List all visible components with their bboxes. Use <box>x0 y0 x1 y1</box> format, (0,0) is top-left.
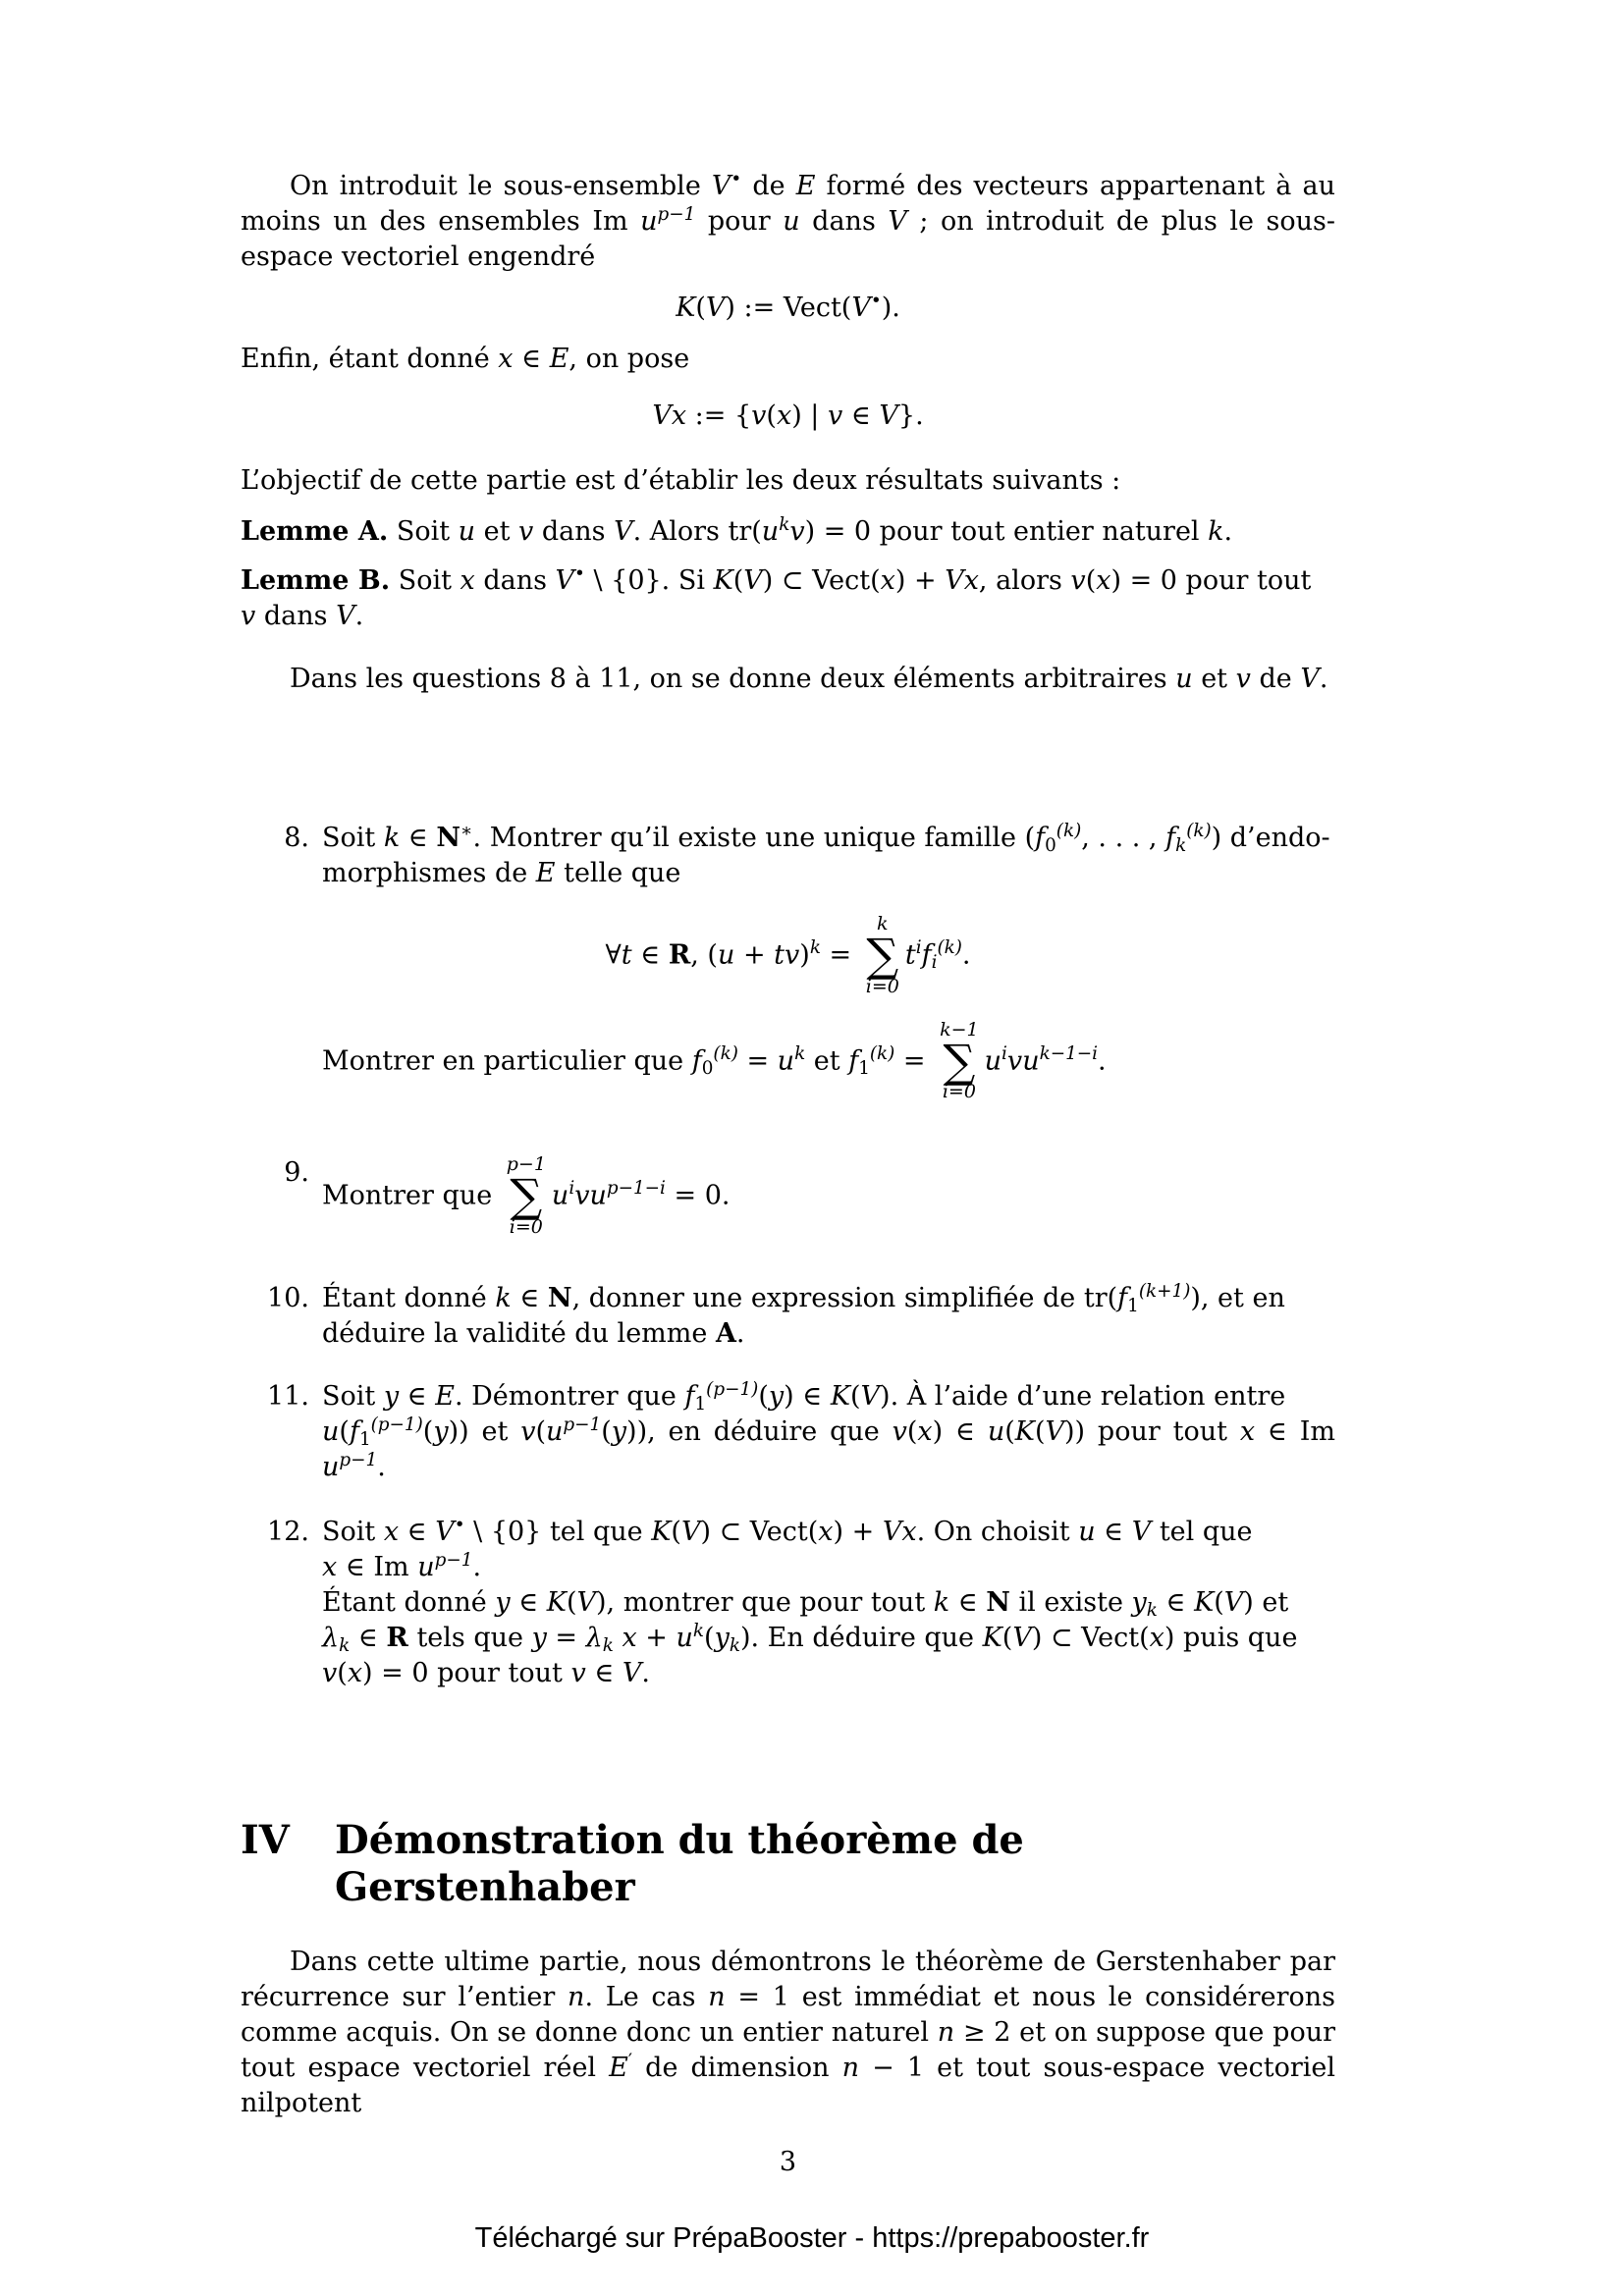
questions-intro-paragraph: Dans les questions 8 à 11, on se donne deux éléments arbitraires u et v de V. <box>290 664 1328 694</box>
summation-symbol: k−1 ∑ i=0 <box>940 1018 979 1103</box>
section-number: IV <box>241 1816 290 1863</box>
question-list <box>241 821 1335 1691</box>
summation-symbol: p−1 ∑ i=0 <box>506 1153 546 1238</box>
section-heading <box>241 1817 1335 1911</box>
definition-equation-kv: K(V) := Vect(V•). <box>676 290 900 323</box>
question-8-display-equation: ∀t ∈ R, (u + tv)$^k$ = k ∑ i=0 $t^ifi^{(k)}$. <box>605 913 971 997</box>
question-body <box>322 1281 1335 1352</box>
intro-paragraph: On introduit le sous-ensemble V• de E formé des vecteurs appartenant à au moins un des ensembles Im $u^{p-1}$ pour u dans V ; on introduit de plus le sous-espace vectoriel engendré <box>241 168 1335 272</box>
question-item-12 <box>241 1515 1335 1691</box>
definition-equation-vx: Vx := {v(x) | v ∈ V}. <box>652 400 924 431</box>
question-number: 12. <box>267 1516 309 1547</box>
question-number: 8. <box>284 823 309 853</box>
question-item-10 <box>241 1281 1335 1352</box>
section-title: Démonstration du théorème de Gerstenhaber <box>335 1816 1024 1910</box>
question-body <box>322 1379 1335 1485</box>
question-body <box>322 1155 1335 1238</box>
page-content <box>241 0 1335 2180</box>
page-number: 3 <box>779 2146 797 2177</box>
question-number: 11. <box>267 1380 309 1412</box>
question-number: 10. <box>267 1282 309 1313</box>
objective-paragraph: L’objectif de cette partie est d’établir les deux résultats suivants : <box>241 465 1121 496</box>
summation-symbol: k ∑ i=0 <box>865 913 899 997</box>
closing-paragraph: Dans cette ultime partie, nous démontrons le théorème de Gerstenhaber par récurrence sur l’entier n. Le cas n = 1 est immédiat et nous le considérerons comme acquis. On se donne donc un entier naturel n ≥ 2 et on suppose que pour tout espace vectoriel réel E′ de dimension n − 1 et tout sous-espace vectoriel nilpotent <box>241 1946 1335 2118</box>
footer-credit: Téléchargé sur PrépaBooster - https://prepabooster.fr <box>474 2222 1150 2254</box>
question-text: Montrer que p−1 ∑ i=0 $u^ivu^{p-1-i} = 0$. <box>322 1153 731 1238</box>
enfin-paragraph: Enfin, étant donné x ∈ E, on pose <box>241 344 690 374</box>
question-body <box>322 821 1335 1102</box>
question-body <box>322 1515 1335 1691</box>
question-8-followup: Montrer en particulier que $f0^{(k)} = u^k$ et $f1^{(k)}$ = k−1 ∑ i=0 $u^ivu^{k-1-i}$. <box>322 1018 1107 1103</box>
question-text: Soit k ∈ N∗. Montrer qu’il existe une unique famille (f0$^{(k)}$, . . . , $fk^{(k)}$) d’endo- morphismes de E telle que <box>322 820 1330 888</box>
question-item-8 <box>241 821 1335 1102</box>
question-item-9 <box>241 1155 1335 1238</box>
question-text: Soit y ∈ E. Démontrer que $f1^{(p-1)}(y)$ ∈ K(V). À l’aide d’une relation entre $u(f1^{(p-1)}(y))$ et $v(u^{p-1}(y))$, en déduire que v(x) ∈ u(K(V)) pour tout x ∈ Im $u^{p-1}$. <box>322 1378 1336 1482</box>
question-item-11 <box>241 1379 1335 1485</box>
question-text: Étant donné k ∈ N, donner une expression simplifiée de $tr(f1^{(k+1)})$, et en déduire la validité du lemme A. <box>322 1280 1285 1349</box>
lemma-b: Lemme B. Soit x dans V• \ {0}. Si K(V) ⊂ Vect(x) + Vx, alors v(x) = 0 pour tout v dans V. <box>241 562 1312 631</box>
question-number: 9. <box>284 1157 309 1189</box>
question-text: Soit x ∈ V• \ {0} tel que K(V) ⊂ Vect(x) + Vx. On choisit u ∈ V tel que x ∈ Im $u^{p-1}$. Étant donné y ∈ K(V), montrer que pour tout k ∈ N il existe yk ∈ K(V) et λk ∈ R tels que y = λk $x + u^k(yk)$. En déduire que K(V) ⊂ Vect(x) puis que v(x) = 0 pour tout v ∈ V. <box>322 1514 1298 1688</box>
lemma-a: Lemme A. Soit u et v dans V. Alors $tr(u^kv) = 0$ pour tout entier naturel k. <box>241 513 1233 547</box>
